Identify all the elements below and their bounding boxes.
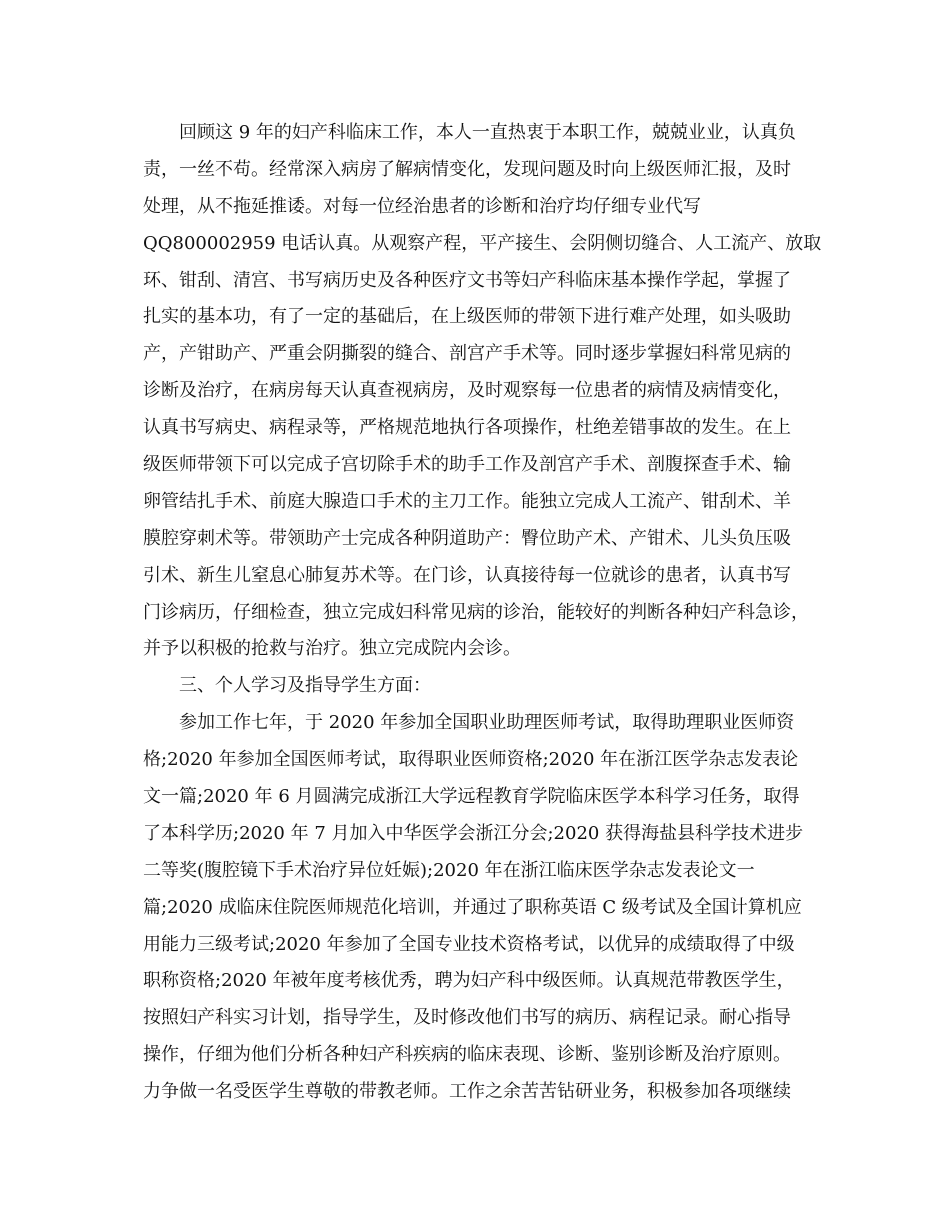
text-line: 参加工作七年，于 2020 年参加全国职业助理医师考试，取得助理职业医师资 — [179, 712, 795, 734]
text-line: 引术、新生儿窒息心肺复苏术等。在门诊，认真接待每一位就诊的患者，认真书写 — [143, 564, 791, 586]
text-line: 用能力三级考试;2020 年参加了全国专业技术资格考试，以优异的成绩取得了中级 — [143, 933, 795, 955]
text-line: 篇;2020 成临床住院医师规范化培训，并通过了职称英语 C 级考试及全国计算机应 — [143, 896, 802, 918]
text-line: 级医师带领下可以完成子宫切除手术的助手工作及剖宫产手术、剖腹探查手术、输 — [143, 454, 791, 476]
text-line: 职称资格;2020 年被年度考核优秀，聘为妇产科中级医师。认真规范带教医学生， — [143, 970, 795, 992]
text-line: 膜腔穿刺术等。带领助产士完成各种阴道助产：臀位助产术、产钳术、儿头负压吸 — [143, 527, 791, 549]
text-line: QQ800002959 电话认真。从观察产程，平产接生、会阴侧切缝合、人工流产、放取 — [143, 232, 822, 254]
text-line: 回顾这 9 年的妇产科临床工作，本人一直热衷于本职工作，兢兢业业，认真负 — [179, 122, 796, 143]
text-line: 并予以积极的抢救与治疗。独立完成院内会诊。 — [143, 638, 521, 660]
text-line: 操作，仔细为他们分析各种妇产科疾病的临床表现、诊断、鉴别诊断及治疗原则。 — [143, 1044, 791, 1066]
section-heading: 三、个人学习及指导学生方面： — [179, 675, 431, 697]
text-line: 诊断及治疗，在病房每天认真查视病房，及时观察每一位患者的病情及病情变化， — [143, 380, 791, 402]
text-line: 文一篇;2020 年 6 月圆满完成浙江大学远程教育学院临床医学本科学习任务，取得 — [143, 786, 800, 808]
text-line: 处理，从不拖延推诿。对每一位经治患者的诊断和治疗均仔细专业代写 — [143, 195, 701, 217]
text-line: 卵管结扎手术、前庭大腺造口手术的主刀工作。能独立完成人工流产、钳刮术、羊 — [143, 490, 791, 512]
text-line: 门诊病历，仔细检查，独立完成妇科常见病的诊治，能较好的判断各种妇产科急诊， — [143, 601, 809, 623]
text-line: 责，一丝不苟。经常深入病房了解病情变化，发现问题及时向上级医师汇报，及时 — [143, 158, 791, 180]
text-line: 按照妇产科实习计划，指导学生，及时修改他们书写的病历、病程记录。耐心指导 — [143, 1007, 791, 1029]
text-line: 产，产钳助产、严重会阴撕裂的缝合、剖宫产手术等。同时逐步掌握妇科常见病的 — [143, 343, 791, 365]
text-line: 认真书写病史、病程录等，严格规范地执行各项操作，杜绝差错事故的发生。在上 — [143, 417, 791, 439]
body-text — [143, 115, 823, 1111]
text-line: 了本科学历;2020 年 7 月加入中华医学会浙江分会;2020 获得海盐县科学技术进步 — [143, 822, 804, 844]
text-line: 扎实的基本功，有了一定的基础后，在上级医师的带领下进行难产处理，如头吸助 — [143, 306, 791, 328]
text-line: 格;2020 年参加全国医师考试，取得职业医师资格;2020 年在浙江医学杂志发表论 — [143, 749, 799, 771]
text-line: 环、钳刮、清宫、书写病历史及各种医疗文书等妇产科临床基本操作学起，掌握了 — [143, 269, 791, 291]
text-line: 力争做一名受医学生尊敬的带教老师。工作之余苦苦钻研业务，积极参加各项继续 — [143, 1081, 791, 1103]
text-line: 二等奖(腹腔镜下手术治疗异位妊娠);2020 年在浙江临床医学杂志发表论文一 — [143, 859, 755, 881]
